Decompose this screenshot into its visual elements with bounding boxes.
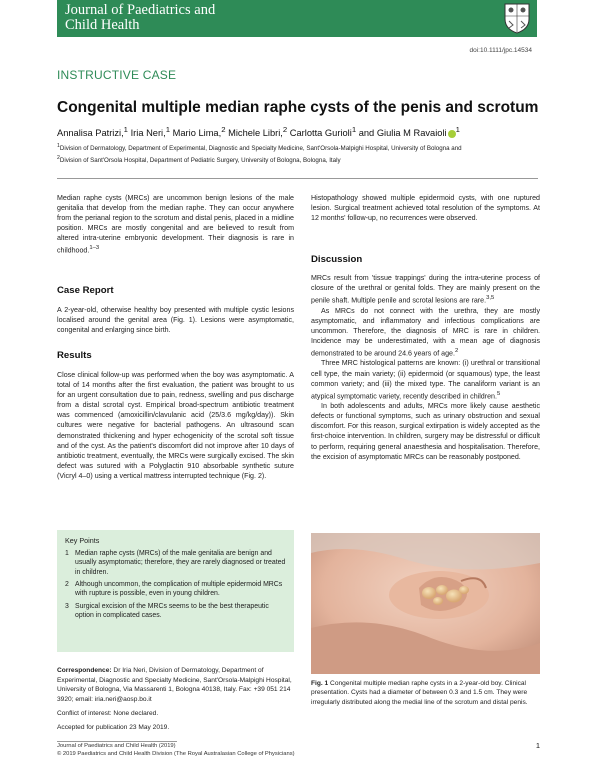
footer xyxy=(57,743,295,758)
author-name[interactable]: Iria Neri, xyxy=(130,128,166,139)
key-point-item xyxy=(65,549,287,577)
key-point-item xyxy=(65,602,287,621)
conflict-of-interest: Conflict of interest: None declared. xyxy=(57,710,159,718)
discussion-text xyxy=(311,273,540,462)
key-point-number: 2 xyxy=(65,581,69,588)
citation-sup: 2 xyxy=(454,348,459,355)
discussion-paragraph: In both adolescents and adults, MRCs more likely cause aesthetic defects or functional symptoms, such as urinary obstruction and sexual discomfort. For this reason, surgical extirpation is widely accepted as the first-choice intervention. In children, surgery may be distressful or difficult to perform, requiring general anaesthesia and hospitalisation. Therefore, the excision of asymptomatic MRCs can be reasonably postponed. xyxy=(311,402,540,461)
key-point-number: 3 xyxy=(65,603,69,610)
author-name[interactable]: Mario Lima, xyxy=(172,128,222,139)
results-heading: Results xyxy=(57,350,92,361)
author-affil-sup: 1 xyxy=(165,125,171,134)
affiliation-1 xyxy=(57,142,547,153)
section-label: INSTRUCTIVE CASE xyxy=(57,68,177,82)
intro-text: Median raphe cysts (MRCs) are uncommon benign lesions of the male genitalia that develop from the median raphe. They can occur anywhere from the perianal region to the scrotum and distal penis, placed in a midline position. MRCs are mostly congenital and are believed to result from altered intra-uterine embryonic development. Their diagnosis is rare in childhood. xyxy=(57,194,294,255)
journal-name-line1: Journal of Paediatrics and xyxy=(65,2,216,18)
results-text: Close clinical follow-up was performed when the boy was asymptomatic. A total of 14 months after the first evaluation, the patient was brought to us for an urgent consultation due to pain, redness, swelling and pus discharge from a distal scrotal cyst. Empirical broad-spectrum antibiotic treatment was commenced (amoxicillin/clavulanic acid (25/3.6 mg/kg/day)). Skin cultures were negative for bacterial pathogens. An ultrasound scan demonstrated thickening and hyper echogenicity of the scrotal soft tissue and of the cyst. As the patient's discomfort did not improve after 10 days of antibiotic treatment, eventually, the MRCs were surgically excised. The skin defect was sutured with a Polyglactin 910 absorbable synthetic suture (Vicryl 4–0) using a vertical mattress interrupted technique (Fig. 2). xyxy=(57,371,294,480)
discussion-p3: Three MRC histological patterns are known: (i) urethral or transitional cell type, the main variety; (ii) epidermoid (or squamous) type, the least common variety; and (iii) the mixed type. The canaliform variant is an atypical symptomatic variety, recently described in children. xyxy=(311,359,540,401)
affiliation-text: Division of Dermatology, Department of Experimental, Diagnostic and Specialty Medicine, Sant'Orsola-Malpighi Hospital, University of Bologna and xyxy=(59,145,462,153)
affiliation-sup: 2 xyxy=(57,155,60,161)
correspondence-block xyxy=(57,666,292,733)
case-report-heading: Case Report xyxy=(57,285,114,296)
key-point-number: 1 xyxy=(65,550,69,557)
key-points-title: Key Points xyxy=(65,536,100,545)
author-list xyxy=(57,125,547,138)
key-point-text: Surgical excision of the MRCs seems to be the best therapeutic option in complicated cases. xyxy=(75,603,269,620)
orcid-icon[interactable] xyxy=(448,130,456,138)
affiliation-2 xyxy=(57,154,547,165)
histopathology-text: Histopathology showed multiple epidermoid cysts, with one ruptured lesion. Surgical treatment achieved total resolution of the symptoms. At 12 months' follow-up, no recurrences were observed. xyxy=(311,194,540,223)
journal-header-bar xyxy=(57,0,537,37)
correspondence-body[interactable]: Dr Iria Neri, Division of Dermatology, Department of Experimental, Diagnostic and Specialty Medicine, Sant'Orsola-Malpighi Hospital, University of Bologna, Via Massarenti 1, Bologna 40138, Italy. Fax: +39 051 214 3920; email: iria.neri@aosp.bo.it xyxy=(57,667,292,703)
key-point-item xyxy=(65,580,287,599)
journal-name xyxy=(65,3,215,33)
key-point-text: Median raphe cysts (MRCs) of the male genitalia are benign and usually asymptomatic; therefore, they are rarely diagnosed or treated in children. xyxy=(75,550,286,576)
author-name[interactable]: and Giulia M Ravaioli xyxy=(358,128,447,139)
doi[interactable]: doi:10.1111/jpc.14534 xyxy=(469,47,532,54)
author-affil-sup: 1 xyxy=(123,125,128,134)
discussion-heading: Discussion xyxy=(311,254,363,265)
header-divider xyxy=(57,178,538,179)
article-title: Congenital multiple median raphe cysts of the penis and scrotum xyxy=(57,99,539,116)
society-crest-logo xyxy=(500,1,534,35)
figure-caption-text: Congenital multiple median raphe cysts in a 2-year-old boy. Clinical presentation. Cysts had a diameter of between 0.3 and 1.5 cm. They were irregularly distributed along the medial line of the scrotum and distal penis. xyxy=(311,680,528,706)
journal-name-line2: Child Health xyxy=(65,17,140,33)
author-affil-sup: 2 xyxy=(282,125,288,134)
clinical-photo xyxy=(311,533,540,674)
author-affil-sup: 2 xyxy=(221,125,226,134)
discussion-p1: MRCs result from 'tissue trappings' during the intra-uterine process of closure of the urethral or genital folds. They are mainly present on the penile shaft. Multiple penile and scrotal lesions are rare. xyxy=(311,274,540,305)
correspondence-text xyxy=(57,666,292,704)
footer-copyright: © 2019 Paediatrics and Child Health Division (The Royal Australasian College of Physicians) xyxy=(57,750,295,757)
discussion-p2: As MRCs do not connect with the urethra, they are mostly asymptomatic, and inflammatory and infectious complications are uncommon. Therefore, the diagnosis of MRC is rare in children. Incidence may be underestimated, with a mean age of diagnosis demonstrated to be around 24.6 years of age. xyxy=(311,306,540,358)
affiliation-sup: 1 xyxy=(57,143,60,149)
key-point-text: Although uncommon, the complication of multiple epidermoid MRCs with rupture is possible, even in young children. xyxy=(75,581,283,598)
key-points-box xyxy=(57,530,294,652)
author-name[interactable]: Carlotta Gurioli xyxy=(289,128,352,139)
figure-caption xyxy=(311,679,540,707)
citation-sup: 5 xyxy=(496,390,501,397)
discussion-paragraph xyxy=(311,358,540,401)
page-number: 1 xyxy=(535,741,540,750)
case-report-text: A 2-year-old, otherwise healthy boy presented with multiple cystic lesions localised around the genital area (Fig. 1). Lesions were asymptomatic, congenital and enlarging since birth. xyxy=(57,306,294,335)
footer-divider xyxy=(57,741,177,742)
discussion-paragraph xyxy=(311,273,540,306)
author-name[interactable]: Annalisa Patrizi, xyxy=(57,128,124,139)
correspondence-label: Correspondence: xyxy=(57,667,112,674)
citation-sup: 3,5 xyxy=(486,295,495,302)
footer-journal-line: Journal of Paediatrics and Child Health (2019) xyxy=(57,743,176,749)
accepted-date: Accepted for publication 23 May 2019. xyxy=(57,723,170,731)
figure-label: Fig. 1 xyxy=(311,680,329,687)
affiliation-text: Division of Sant'Orsola Hospital, Department of Pediatric Surgery, University of Bologna, Bologna, Italy xyxy=(59,157,341,165)
discussion-paragraph xyxy=(311,306,540,359)
author-affil-sup: 1 xyxy=(455,125,460,134)
author-affil-sup: 1 xyxy=(351,125,357,134)
intro-paragraph xyxy=(57,193,294,256)
citation-sup: 1–3 xyxy=(89,245,100,252)
author-name[interactable]: Michele Libri, xyxy=(228,128,283,139)
